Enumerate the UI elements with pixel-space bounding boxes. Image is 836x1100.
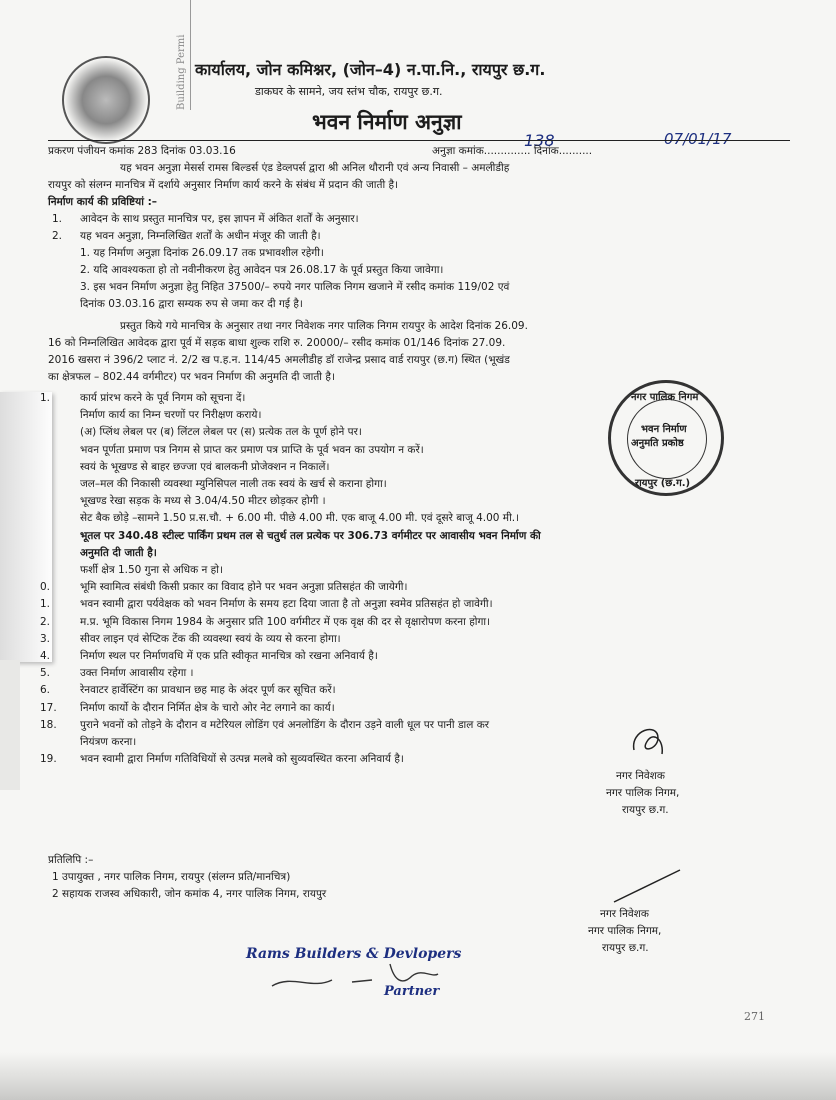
signatory-city: रायपुर छ.ग. — [622, 804, 669, 816]
sub-item: दिनांक 03.03.16 द्वारा सम्यक रुप से जमा कर दी गई है। — [80, 298, 303, 310]
list-item: आवेदन के साथ प्रस्तुत मानचित्र पर, इस ज्ञापन में अंकित शर्तों के अनुसार। — [80, 213, 359, 225]
condition-number: 5. — [40, 667, 51, 680]
list-item-number: 2. — [52, 230, 63, 242]
copy-item: 1 उपायुक्त , नगर पालिक निगम, रायपुर (संलग्न प्रति/मानचित्र) — [52, 871, 291, 883]
stamp-text: अनुमति प्रकोष्ठ — [631, 438, 684, 449]
condition-item: स्वयं के भूखण्ड से बाहर छज्जा एवं बालकनी प्रोजेक्शन न निकालें। — [80, 460, 330, 473]
entries-heading: निर्माण कार्य की प्रविष्टियां :– — [48, 196, 158, 208]
para-line: 2016 खसरा नं 396/2 प्लाट नं. 2/2 ख प.ह.न. 114/45 अमलीडीह डॉ राजेन्द्र प्रसाद वार्ड रायपुर (छ.ग) स्थित (भूखंड — [48, 354, 510, 366]
company-name: Rams Builders & Devlopers — [246, 946, 462, 962]
condition-item: निर्माण कार्य का निम्न चरणों पर निरीक्षण कराये। — [80, 409, 262, 422]
para-line: प्रस्तुत किये गये मानचित्र के अनुसार तथा नगर निवेशक नगर पालिक निगम रायपुर के आदेश दिनांक 26.09. — [120, 320, 528, 332]
header-divider — [48, 140, 790, 141]
intro-line: यह भवन अनुज्ञा मेसर्स रामस बिल्डर्स एंड डेव्लपर्स द्वारा श्री अनिल थौरानी एवं अन्य निवासी – अमलीडीह — [120, 162, 510, 174]
signature-icon — [628, 720, 668, 760]
document-title: भवन निर्माण अनुज्ञा — [312, 110, 462, 134]
stamp-text: नगर पालिक निगम — [631, 392, 699, 403]
permit-number-line: अनुज्ञा कमांक.............. दिनांक.......... — [432, 145, 593, 157]
condition-number: 3. — [40, 632, 51, 645]
stamp-text: भवन निर्माण — [641, 424, 687, 435]
condition-item: उक्त निर्माण आवासीय रहेगा । — [80, 667, 194, 680]
sub-item: 3. इस भवन निर्माण अनुज्ञा हेतु निहित 37500/– रुपये नगर पालिक निगम खजाने में रसीद कमांक 119/02 एवं — [80, 281, 510, 293]
sub-item: 1. यह निर्माण अनुज्ञा दिनांक 26.09.17 तक प्रभावशील रहेगी। — [80, 247, 324, 259]
condition-item: भवन स्वामी द्वारा निर्माण गतिविधियों से उत्पन्न मलबे को सुव्यवस्थित करना अनिवार्य है। — [80, 753, 404, 766]
condition-item: निर्माण स्थल पर निर्माणवधि में एक प्रति स्वीकृत मानचित्र को रखना अनिवार्य है। — [80, 650, 378, 662]
stamp-text: रायपुर (छ.ग.) — [635, 478, 691, 489]
para-line: 16 को निम्नलिखित आवेदक द्वारा पूर्व में सड़क बाधा शुल्क राशि रु. 20000/– रसीद कमांक 01/146 दिनांक 27.09. — [48, 337, 506, 349]
copy-heading: प्रतिलिपि :– — [48, 854, 94, 866]
condition-item: निर्माण कार्यो के दौरान निर्मित क्षेत्र के चारो ओर नेट लगाने का कार्य। — [80, 701, 335, 714]
corporation-seal-icon — [62, 56, 150, 144]
condition-item: भूखण्ड रेखा सड़क के मध्य से 3.04/4.50 मीटर छोड़कर होगी । — [80, 495, 326, 508]
condition-item: सीवर लाइन एवं सेप्टिक टेंक की व्यवस्था स्वयं के व्यय से करना होगा। — [80, 632, 341, 645]
company-role: Partner — [384, 984, 440, 999]
condition-item: रेनवाटर हार्वेस्टिंग का प्रावधान छह माह के अंदर पूर्ण कर सूचित करें। — [80, 684, 336, 697]
case-registration-line: प्रकरण पंजीयन कमांक 283 दिनांक 03.03.16 — [48, 145, 236, 157]
side-strip: Building Permi — [176, 0, 191, 110]
condition-item: म.प्र. भूमि विकास निगम 1984 के अनुसार प्रति 100 वर्गमीटर में एक वृक्ष की दर से वृक्षारोपण करना होगा। — [80, 615, 491, 628]
condition-item: फर्शी क्षेत्र 1.50 गुना से अधिक न हो। — [80, 564, 223, 576]
office-address: डाकघर के सामने, जय स्तंभ चौक, रायपुर छ.ग. — [255, 85, 443, 98]
condition-number: 0. — [40, 581, 51, 594]
intro-line: रायपुर को संलग्न मानचित्र में दर्शाये अनुसार निर्माण कार्य करने के संबंध में प्रदान की जाती है। — [48, 179, 399, 191]
paper-overlay — [0, 660, 20, 790]
signatory-city: रायपुर छ.ग. — [602, 942, 649, 954]
condition-item: भवन पूर्णता प्रमाण पत्र निगम से प्राप्त कर प्रमाण पत्र प्राप्ति के पूर्व भवन का उपयोग न करें। — [80, 443, 424, 456]
condition-number: 1. — [40, 392, 51, 404]
condition-item: सेट बैक छोड़े –सामने 1.50 प्र.स.चौ. + 6.00 मी. पीछे 4.00 मी. एक बाजू 4.00 मी. एवं दूसरे बाजू 4.00 मी.। — [80, 512, 520, 525]
list-item: यह भवन अनुज्ञा, निम्नलिखित शर्तों के अधीन मंजूर की जाती है। — [80, 230, 321, 242]
condition-number: 1. — [40, 598, 51, 611]
condition-item: जल–मल की निकासी व्यवस्था म्युनिसिपल नाली तक स्वयं के खर्च से कराना होगा। — [80, 478, 387, 490]
condition-number: 6. — [40, 684, 51, 697]
signature-icon — [610, 866, 690, 906]
condition-item: भूतल पर 340.48 स्टील्ट पार्किंग प्रथम तल से चतुर्थ तल प्रत्येक पर 306.73 वर्गमीटर पर आवासीय भवन निर्माण की — [80, 529, 541, 542]
handwritten-permit-number: 138 — [524, 131, 555, 150]
condition-number: 4. — [40, 650, 51, 662]
para-line: का क्षेत्रफल – 802.44 वर्गमीटर) पर भवन निर्माण की अनुमति दी जाती है। — [48, 371, 335, 383]
condition-item: भूमि स्वामित्व संबंधी किसी प्रकार का विवाद होने पर भवन अनुज्ञा प्रतिसहंत की जायेगी। — [80, 581, 408, 594]
page-bottom-shadow — [0, 1052, 836, 1100]
condition-item: भवन स्वामी द्वारा पर्यवेक्षक को भवन निर्माण के समय हटा दिया जाता है तो अनुज्ञा स्वमेव प्रतिसहंत हो जावेगी। — [80, 598, 493, 611]
condition-item: अनुमति दी जाती है। — [80, 546, 157, 559]
signatory-org: नगर पालिक निगम, — [588, 925, 662, 937]
handwritten-permit-date: 07/01/17 — [664, 130, 732, 148]
permit-cell-stamp — [608, 380, 724, 496]
office-heading: कार्यालय, जोन कमिश्नर, (जोन–4) न.पा.नि., रायपुर छ.ग. — [195, 60, 546, 79]
copy-item: 2 सहायक राजस्व अधिकारी, जोन कमांक 4, नगर पालिक निगम, रायपुर — [52, 888, 327, 900]
condition-number: 2. — [40, 615, 51, 628]
condition-number: 18. — [40, 718, 57, 731]
signatory-title: नगर निवेशक — [616, 770, 665, 782]
condition-number: 17. — [40, 701, 57, 714]
condition-number: 19. — [40, 753, 57, 766]
signatory-title: नगर निवेशक — [600, 908, 649, 920]
list-item-number: 1. — [52, 213, 63, 225]
sub-item: 2. यदि आवश्यकता हो तो नवीनीकरण हेतु आवेदन पत्र 26.08.17 के पूर्व प्रस्तुत किया जावेगा। — [80, 264, 444, 276]
condition-item: नियंत्रण करना। — [80, 736, 137, 748]
condition-item: पुराने भवनों को तोड़ने के दौरान व मटेरियल लोडिंग एवं अनलोडिंग के दौरान उड़ने वाली धूल पर पानी डाल कर — [80, 718, 490, 731]
condition-item: कार्य प्रांरभ करने के पूर्व निगम को सूचना दें। — [80, 392, 246, 404]
page-number: 271 — [744, 1010, 765, 1023]
condition-item: (अ) प्लिंथ लेबल पर (ब) लिंटल लेबल पर (स) प्रत्येक तल के पूर्ण होने पर। — [80, 426, 362, 439]
signatory-org: नगर पालिक निगम, — [606, 787, 680, 799]
